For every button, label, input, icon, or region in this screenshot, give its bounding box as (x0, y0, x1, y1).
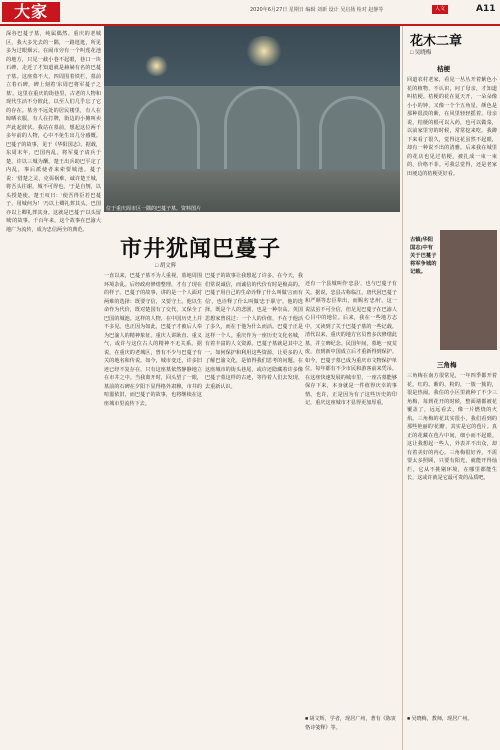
tomb-photo (104, 26, 400, 212)
side-article-author: □ 吴晓梅 (410, 50, 432, 56)
side-subtitle-1: 桔梗 (437, 66, 450, 73)
side-paragraph-1: 回道农村老家，看见一丛丛开着紫色小花的植物，不认识，问了母亲，才知道叫桔梗。桔梗的花在夏天开，一朵朵像小小的钟，又像一个个五角星，颜色是那种很淡的紫，在风里轻轻摇着。母亲说，桔梗的根可以入药，也可以做菜，以前家里穷的时候，常常挖来吃。我蹲下来看了很久，觉得这花虽然不起眼，却有一种说不出的清雅。后来我在城里的花店也见过桔梗，被扎成一束一束的，价格不菲。可我总觉得，还是老家田埂边的桔梗更好看。 (407, 77, 497, 177)
side-paragraph-2: 三角梅在南方很常见，一年四季都开着花，红的、紫的、粉的，一簇一簇的，很是热闹。我住的小区里就种了不少三角梅，每到花开的时候，整面墙都被花覆盖了，远远看去，像一片燃烧的火焰。三角梅的花其实很小，我们看到的那些艳丽的'花瓣'，其实是它的苞片。真正的花藏在苞片中间，细小而不起眼。这让我想起一些人，外表并不出众，却有着美好的内心。三角梅很好养，不需要太多照顾，只要有阳光，就能开得灿烂。它从不挑剔环境，在哪里都能生长，这或许就是它最可贵的品质吧。 (407, 373, 497, 481)
author-note: ■ 胡文辉，学者，现居广州，著有《陈寅恪诗笺释》等。 (305, 716, 396, 731)
section-tag: 人文 (432, 5, 448, 14)
photo-caption: 位于重庆阁市区一隅的巴蔓子墓。资料图片 (106, 206, 202, 212)
article-byline: □ 胡文辉 (155, 263, 177, 269)
article-title: 市井犹闻巴蔓子 (120, 237, 282, 262)
book-inset-image (440, 230, 497, 350)
column-divider (402, 26, 403, 750)
page-header (0, 0, 500, 24)
article-column-1: 深谷巴蔓子墓，纯属偶然。重庆的老城区，我大多先去的一隅，一路逛逛，所见多为过眼烟云。在闹市旁有一个叫莲花池的地方，只见一截小巷不起眼，巷口一块石碑，走近了才知道就是赫赫有名的巴蔓子墓。这座墓不大，四周围着铁栏，墓前立着石碑，碑上刻着'东周巴将军蔓子之墓'。这里在重庆的街巷里，古老的人物和现代生活不分彼此，以至人们几乎忘了它的存在。墓旁不远处的居民楼里，有人在晾晒衣服，有人在打牌，街边的小摊叫卖声此起彼伏。我站在墓前，想起这位两千多年前的人物，心中不免生出几分感慨。巴蔓子的故事，见于《华阳国志》。据载，东周末年，巴国内乱，将军蔓子请兵于楚，许以三城为酬。楚王出兵助巴平定了内乱，事后派使者来索要城池。蔓子说：'借楚之灵，克弭祸难，诚许楚王城，将吾头往谢，城不可得也。'于是自刎，以头授楚使。楚王叹曰：'使吾得臣若巴蔓子，用城何为！'乃以上卿礼葬其头。巴国亦以上卿礼葬其身。这就是巴蔓子'以头留城'的故事。千百年来，这个故事在巴渝大地广为流传，成为忠信两全的典范。 (6, 31, 101, 233)
side-article-title: 花木二章 (410, 34, 463, 49)
page-number: A11 (476, 4, 496, 14)
article-column-3: 巴蔓子的故事让我想起了许多。在今天，我们常说诚信，而诚信的代价有时是极高的。巴蔓子用自己的生命诠释了什么叫做'言而有信'，也诠释了什么叫做'忠于职守'。他的选择，既是个人的悲剧，也是一种崇高。英国思想家曾说过：一个人的价值，不在于他活了多久，而在于他为什么而活。巴蔓子正是这样一个人。重庆作为一座历史文化名城，有着丰富的人文资源。巴蔓子墓就是其中之一。如何保护和利用这些资源，让更多的人了解巴渝文化，是值得我们思考的问题。在这座城市的街头巷尾，或许还隐藏着许多像巴蔓子墓这样的古迹，等待着人们去发现、去重新认识。 (205, 273, 303, 390)
inset-caption: 古镇(华阳国志)中有关于巴蔓子将军争城的记载。 (410, 237, 437, 275)
article-column-4: 还有一个县城叫作'忠县'，也与巴蔓子有关。据说，忠县古称临江，唐代因巴蔓子和严颜等忠臣辈出，而赐名'忠州'。这一说法虽不可全信，但足见巴蔓子在巴渝人心目中的地位。后来，我在一些地方志中，又读到了关于巴蔓子墓的一些记载。清代以来，重庆的地方官员曾多次修缮此墓，并立碑纪念。民国年间，墓地一度荒废，直到新中国成立后才重新得到保护。如今，巴蔓子墓已成为重庆市文物保护单位，每年都有不少市民和游客前来凭吊。在这座快速发展的城市里，一座古墓能够保存下来，本身就是一件值得庆幸的事情。也许，正是因为有了这些历史的印记，重庆这座城市才显得更加厚重。 (305, 281, 397, 406)
article-column-2: 一直以来，巴蔓子墓不为人重视，墓地周围环境杂乱。后经政府修缮整理，才有了现在的样子。巴蔓子的故事，讲的是一个人面对两难的选择：既要守信，又要守土。他以生命作为代价，既对楚国有了交代，又保全了巴国的城池。这样的人物，在中国历史上并不多见。也正因为如此，巴蔓子才被后人奉为巴渝人的精神象征。重庆人讲耿直、重义气，或许与这位古人的精神不无关系。据说，在重庆的老城区，曾有不少与巴蔓子有关的地名和传说。如今，城市变迁，许多旧迹已经不复存在，只有这座墓依然静静地立在市井之中。当我离开时，回头望了一眼，墓前的石碑在夕阳下显得格外肃穆。市井的喧嚣依旧，而巴蔓子的故事，也将继续在这座城市里流传下去。 (104, 273, 202, 407)
section-brand: 大家 (2, 2, 60, 22)
side-author-note: ■ 吴晓梅，教师，现居广州。 (407, 716, 473, 722)
issue-meta: 2020年6月27日 星期日 编辑 刘新 设计 吴启扬 检对 赵静等 (250, 7, 384, 13)
side-subtitle-2: 三角梅 (437, 362, 457, 369)
